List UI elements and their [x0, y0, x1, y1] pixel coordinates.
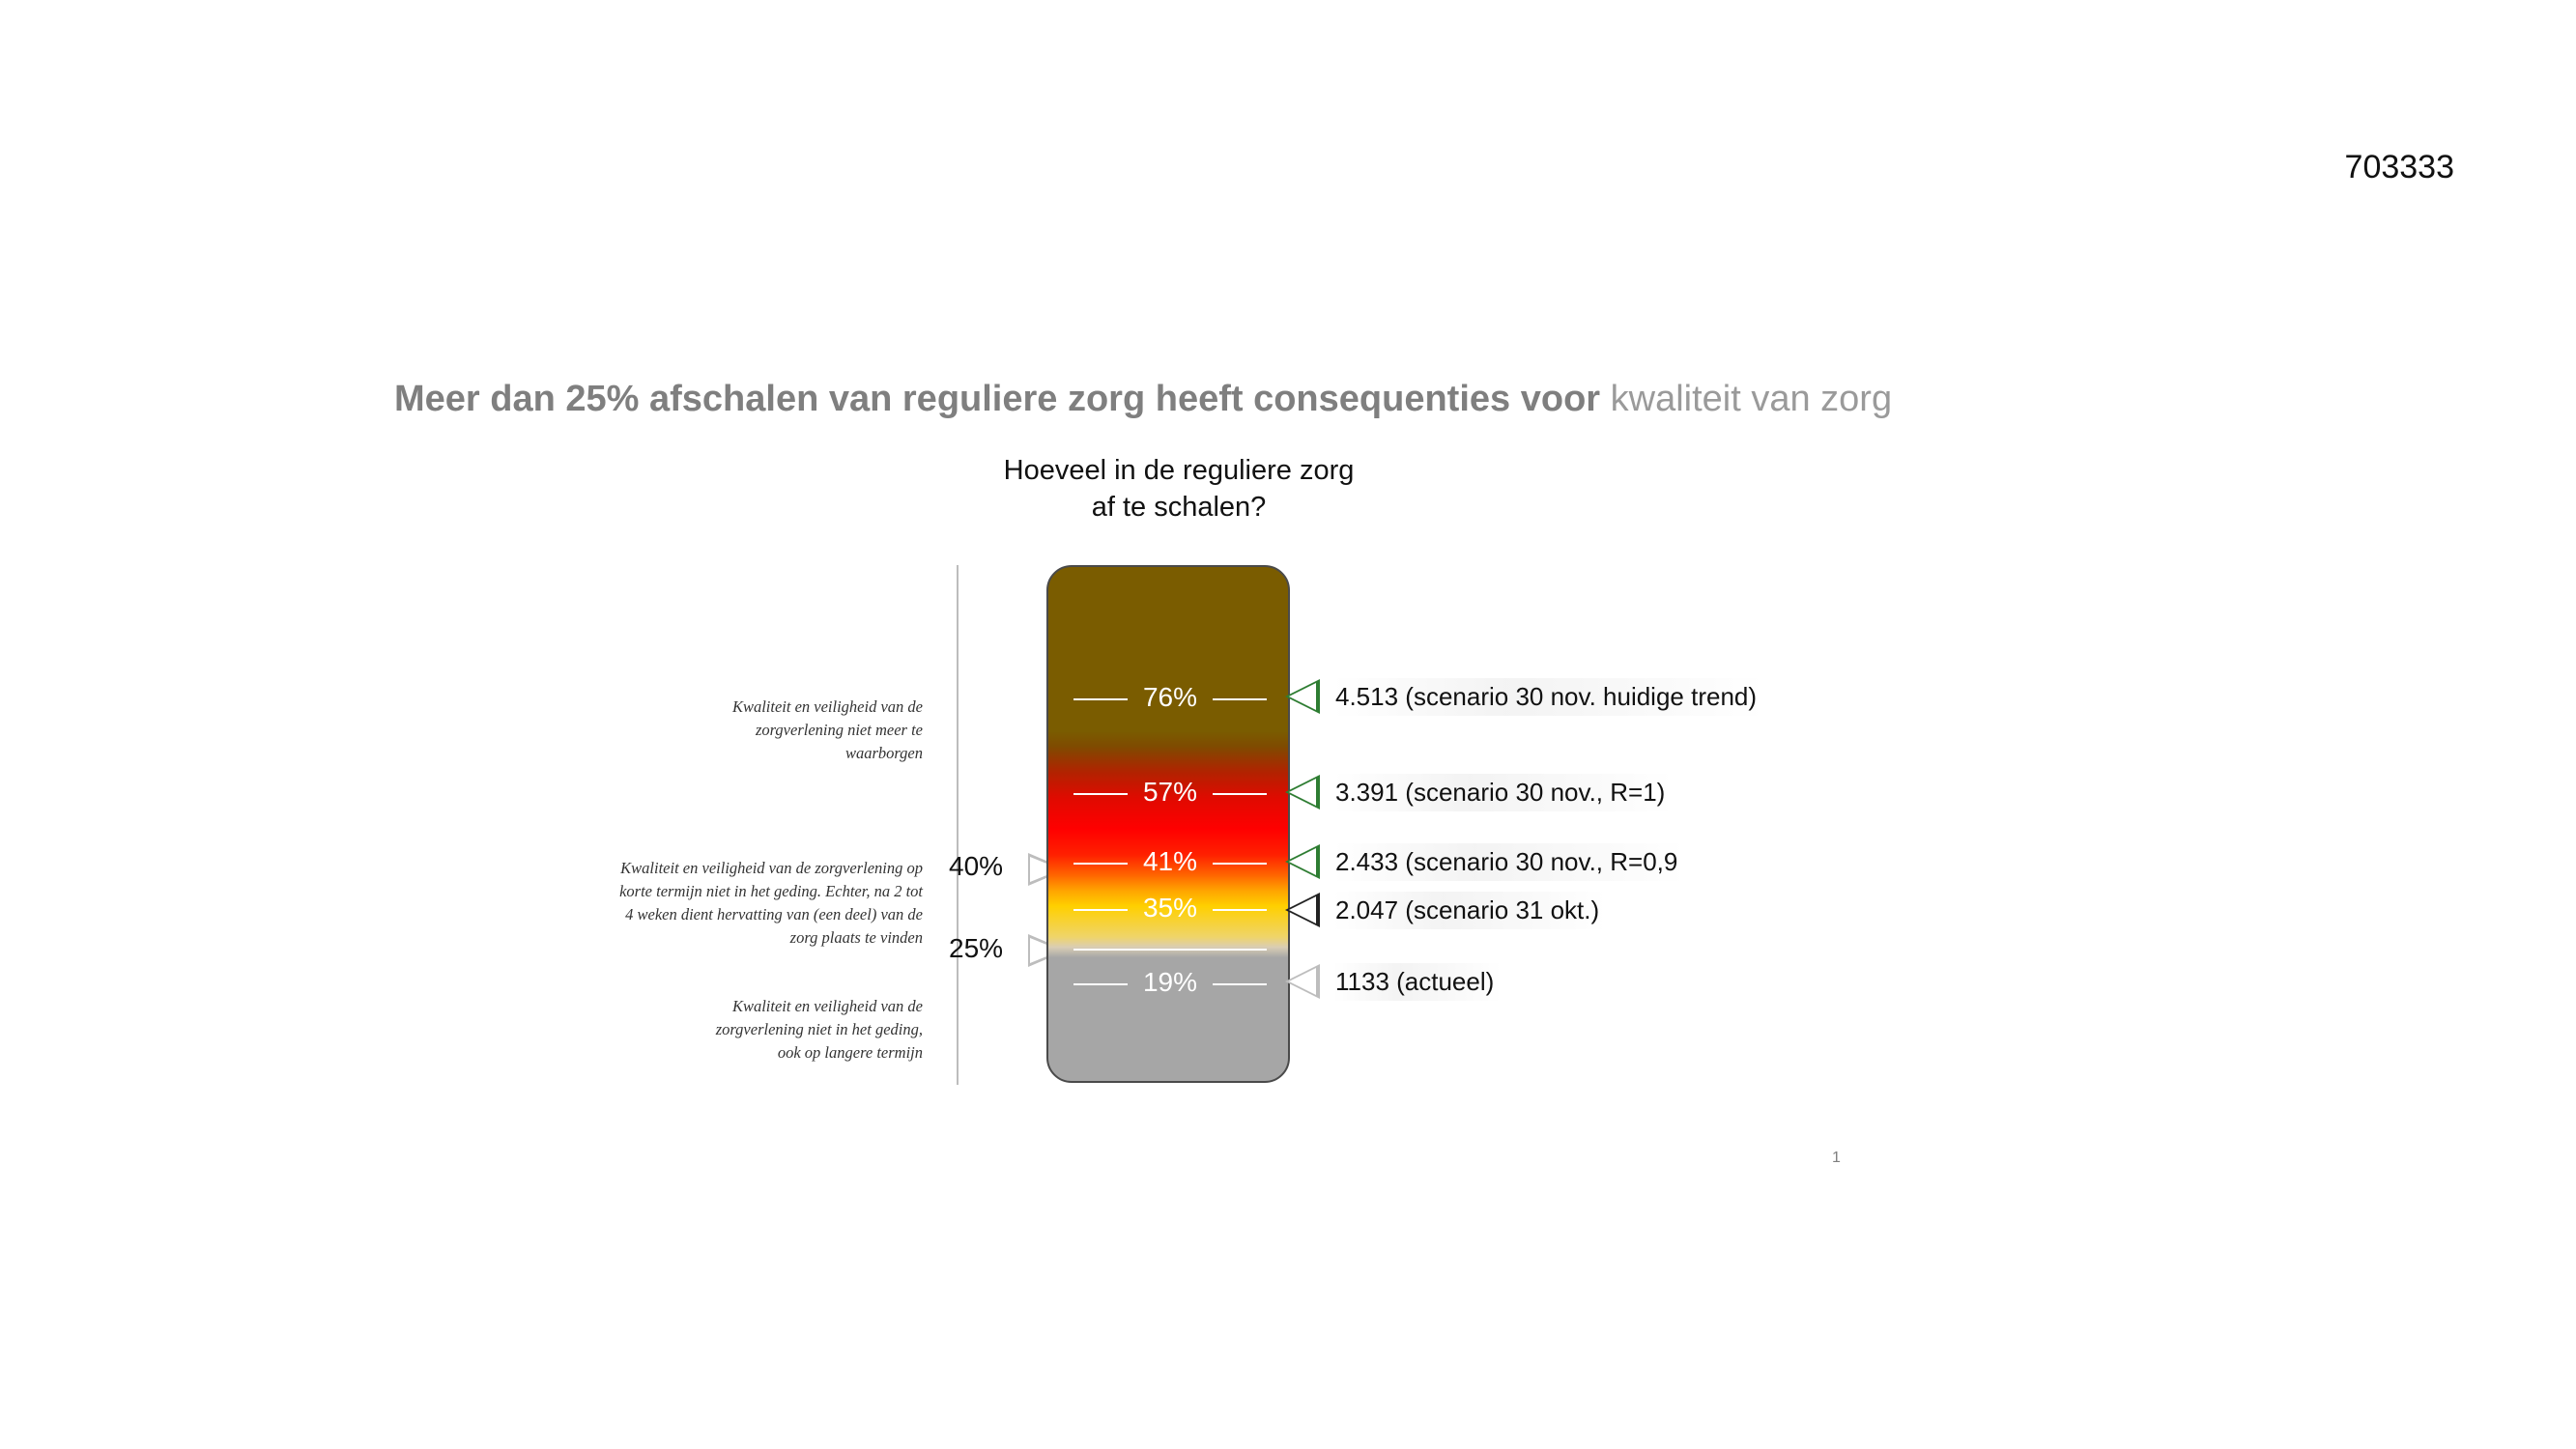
side-note-line: Kwaliteit en veiligheid van de zorgverlening op	[620, 859, 923, 877]
side-note-line: Kwaliteit en veiligheid van de	[731, 697, 923, 716]
gauge-dash-right	[1213, 863, 1267, 865]
slide-title-light: kwaliteit van zorg	[1610, 379, 1893, 419]
side-note-line: zorgverlening niet in het geding,	[715, 1020, 923, 1038]
slide-title-strong: Meer dan 25% afschalen van reguliere zorg heeft consequenties voor	[394, 379, 1601, 419]
side-note-line: ook op langere termijn	[777, 1043, 923, 1062]
scenario-label-19: 1133 (actueel)	[1333, 963, 1502, 1001]
scaling-gauge	[1046, 565, 1290, 1083]
slide-title	[394, 379, 1892, 420]
gauge-level-pct: 76%	[1142, 682, 1198, 712]
threshold-label-40: 40%	[949, 851, 1004, 881]
divider-line	[957, 565, 959, 1085]
gauge-dash-left	[1073, 698, 1128, 700]
side-note-medium-risk	[517, 857, 923, 950]
scenario-arrow-41-inner-icon	[1289, 848, 1316, 875]
gauge-dash-right	[1213, 698, 1267, 700]
gauge-dash-right	[1213, 909, 1267, 911]
side-note-line: Kwaliteit en veiligheid van de	[731, 997, 923, 1015]
gauge-level-pct: 19%	[1142, 967, 1198, 997]
threshold-label-25: 25%	[949, 933, 1004, 963]
gauge-question	[947, 452, 1411, 526]
gauge-dash-right	[1213, 983, 1267, 985]
gauge-dash-left	[1073, 909, 1128, 911]
page-number: 1	[1832, 1150, 1841, 1166]
document-id: 703333	[2344, 149, 2454, 185]
gauge-dash-right	[1213, 793, 1267, 795]
scenario-label-41: 2.433 (scenario 30 nov., R=0,9	[1333, 843, 1685, 881]
scenario-arrow-76-inner-icon	[1289, 683, 1316, 710]
gauge-dash-left	[1073, 983, 1128, 985]
side-note-line: zorg plaats te vinden	[789, 928, 923, 947]
side-note-line: korte termijn niet in het geding. Echter, na 2 tot	[619, 882, 923, 900]
gauge-dash-left	[1073, 793, 1128, 795]
scenario-arrow-57-inner-icon	[1289, 779, 1316, 806]
question-line-2: af te schalen?	[1091, 492, 1267, 523]
side-note-line: zorgverlening niet meer te	[755, 721, 923, 739]
gauge-threshold-25-line	[1073, 949, 1267, 951]
gauge-level-pct: 41%	[1142, 846, 1198, 876]
scenario-label-35: 2.047 (scenario 31 okt.)	[1333, 892, 1607, 929]
side-note-line: 4 weken dient hervatting van (een deel) van de	[625, 905, 923, 923]
scenario-label-76: 4.513 (scenario 30 nov. huidige trend)	[1333, 678, 1764, 716]
side-note-low-risk	[517, 995, 923, 1065]
gauge-dash-left	[1073, 863, 1128, 865]
scenario-arrow-35-inner-icon	[1289, 896, 1316, 923]
side-note-line: waarborgen	[844, 744, 923, 762]
gauge-level-pct: 35%	[1142, 893, 1198, 923]
scenario-label-57: 3.391 (scenario 30 nov., R=1)	[1333, 774, 1673, 811]
side-note-high-risk	[517, 696, 923, 765]
scenario-arrow-19-inner-icon	[1289, 968, 1316, 995]
gauge-level-pct: 57%	[1142, 777, 1198, 807]
question-line-1: Hoeveel in de reguliere zorg	[1003, 455, 1355, 486]
